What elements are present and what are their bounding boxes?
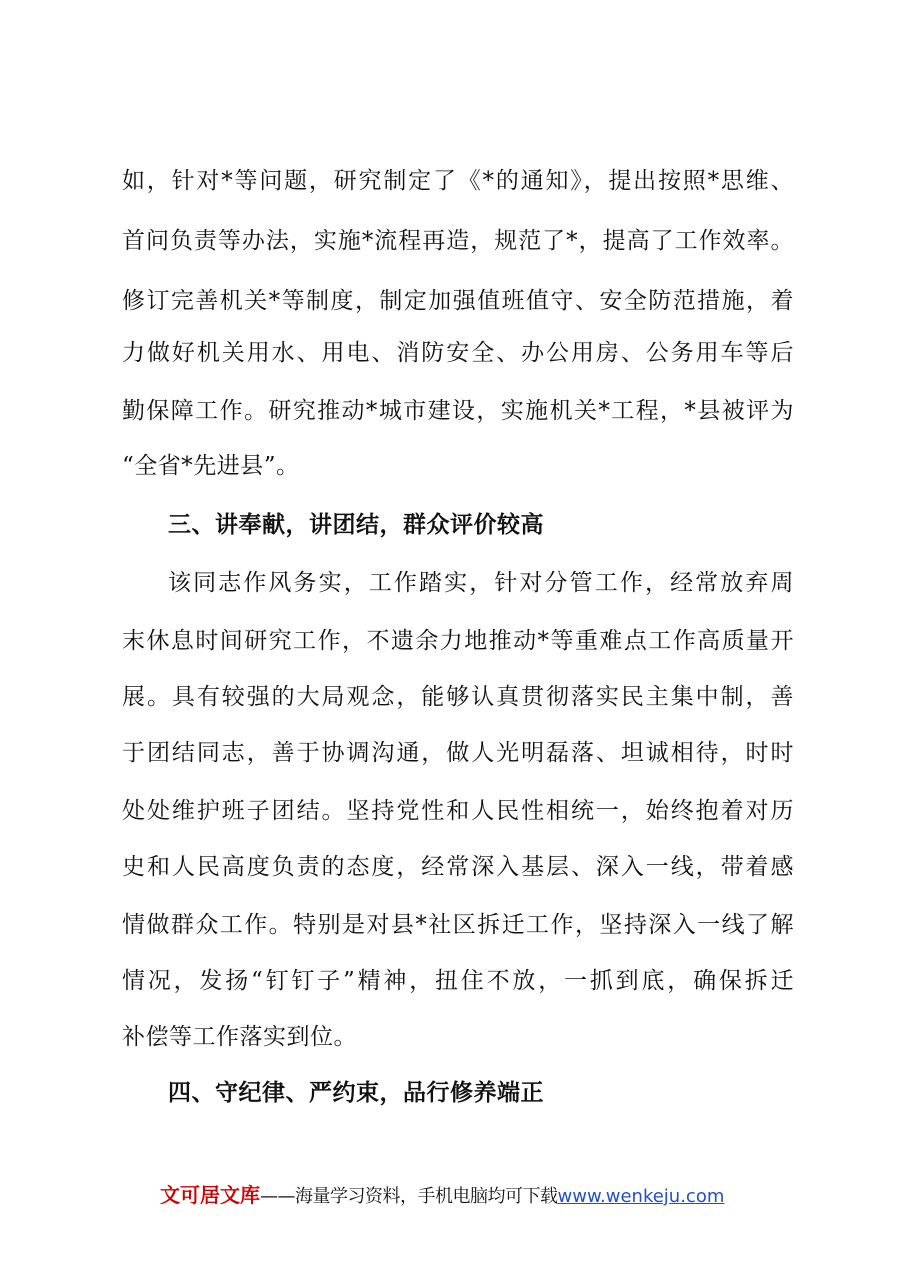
paragraph-line: 末休息时间研究工作，不遗余力地推动*等重难点工作高质量开 bbox=[122, 628, 794, 654]
paragraph-line: 展。具有较强的大局观念，能够认真贯彻落实民主集中制，善 bbox=[122, 684, 794, 710]
section-heading: 三、讲奉献，讲团结，群众评价较高 bbox=[168, 512, 544, 538]
paragraph-line: 修订完善机关*等制度，制定加强值班值守、安全防范措施，着 bbox=[122, 288, 794, 314]
paragraph-line: 该同志作风务实，工作踏实，针对分管工作，经常放弃周 bbox=[168, 570, 794, 596]
footer-banner bbox=[160, 1182, 724, 1210]
paragraph-line: 情做群众工作。特别是对县*社区拆迁工作，坚持深入一线了解 bbox=[122, 912, 794, 938]
paragraph-line: 处处维护班子团结。坚持党性和人民性相统一，始终抱着对历 bbox=[122, 798, 794, 824]
paragraph-line: 补偿等工作落实到位。 bbox=[122, 1024, 357, 1050]
paragraph-line: 史和人民高度负责的态度，经常深入基层、深入一线，带着感 bbox=[122, 854, 794, 880]
footer-tagline: ——海量学习资料，手机电脑均可下载 bbox=[260, 1186, 558, 1207]
section-heading: 四、守纪律、严约束，品行修养端正 bbox=[168, 1080, 544, 1106]
footer-site-link[interactable]: www.wenkeju.com bbox=[557, 1186, 725, 1207]
paragraph-line: 于团结同志，善于协调沟通，做人光明磊落、坦诚相待，时时 bbox=[122, 740, 794, 766]
paragraph-line: 力做好机关用水、用电、消防安全、办公用房、公务用车等后 bbox=[122, 340, 794, 366]
paragraph-line: 如，针对*等问题，研究制定了《*的通知》，提出按照*思维、 bbox=[122, 168, 794, 194]
paragraph-line: “全省*先进县”。 bbox=[122, 453, 300, 479]
paragraph-line: 勤保障工作。研究推动*城市建设，实施机关*工程，*县被评为 bbox=[122, 398, 794, 424]
paragraph-line: 情况，发扬“钉钉子”精神，扭住不放，一抓到底，确保拆迁 bbox=[122, 968, 794, 994]
paragraph-line: 首问负责等办法，实施*流程再造，规范了*，提高了工作效率。 bbox=[122, 228, 794, 254]
footer-brand: 文可居文库 bbox=[160, 1183, 260, 1207]
